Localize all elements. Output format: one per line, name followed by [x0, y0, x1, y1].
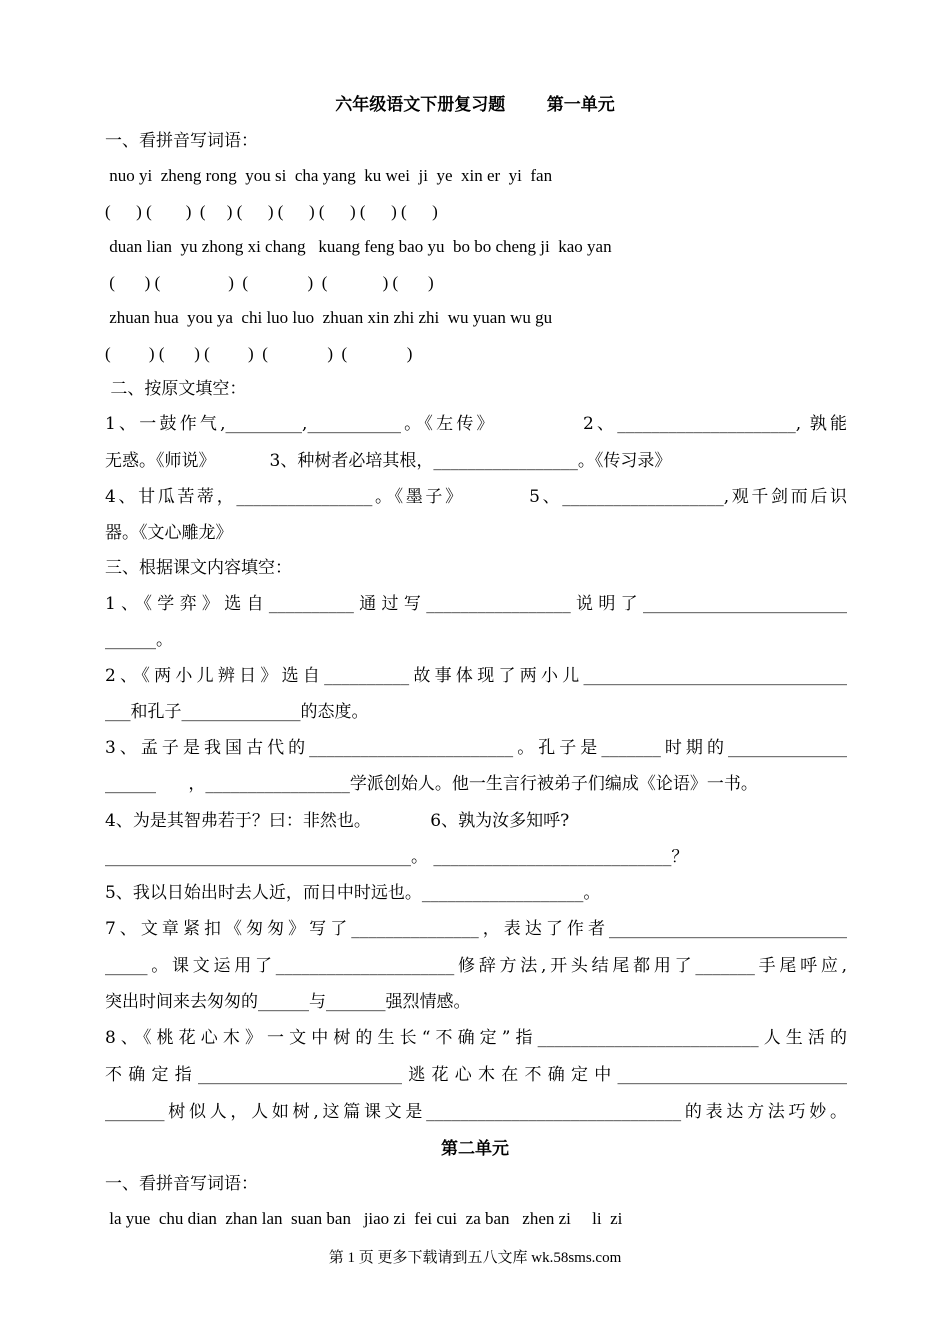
fill-line: ____________________________________。 ____________________________？: [105, 847, 689, 867]
fill-line: _______树似人，人如树,这篇课文是______________________________的表达方法巧妙。: [105, 1102, 847, 1122]
pinyin-line-1: nuo yi zheng rong you si cha yang ku wei ji ye xin er yi fan: [105, 166, 553, 185]
fill-line: _____。课文运用了_____________________修辞方法,开头结尾都用了_______手尾呼应,: [105, 956, 847, 976]
pinyin-line-2: duan lian yu zhong xi chang kuang feng bao yu bo bo cheng ji kao yan: [105, 237, 612, 256]
fill-line: 7、文章紧扣《匆匆》写了_______________，表达了作者____________________________: [105, 919, 847, 939]
bracket-line-2: ( ) ( ) ( ) ( ) ( ): [105, 273, 434, 292]
fill-line: 4、为是其智弗若于？曰：非然也。 6、孰为汝多知呼?: [105, 811, 570, 831]
fill-line: 突出时间来去匆匆的______与_______强烈情感。: [105, 992, 471, 1012]
section-1-heading: 一、看拼音写词语：: [105, 131, 258, 151]
section-2-heading: 二、按原文填空：: [105, 379, 247, 399]
unit-2-heading: 第二单元: [441, 1139, 509, 1159]
fill-line: ___和孔子______________的态度。: [105, 702, 369, 722]
fill-line: 5、我以日始出时去人近，而日中时远也。___________________。: [105, 883, 601, 903]
fill-line: 4、甘瓜苦蒂，________________。《墨子》 5、___________________,观千剑而后识: [105, 487, 847, 507]
unit-2-pinyin-line-1: la yue chu dian zhan lan suan ban jiao zi fei cui za ban zhen zi li zi: [105, 1209, 623, 1228]
fill-line: 3、孟子是我国古代的________________________。孔子是_______时期的______________: [105, 738, 847, 758]
fill-line: 无惑。《师说》 3、种树者必培其根，_________________。《传习录》: [105, 451, 672, 471]
fill-line: ______。: [105, 630, 173, 650]
fill-line: 8、《桃花心木》一文中树的生长“不确定”指__________________________人生活的: [105, 1028, 847, 1048]
fill-line: 1、一鼓作气,_________,___________。《左传》 2、_____________________, 孰能: [105, 414, 847, 434]
fill-line: 1、《学弈》选自__________通过写_________________说明了________________________: [105, 594, 847, 614]
page-title: 六年级语文下册复习题 第一单元: [335, 95, 615, 115]
bracket-line-1: ( ) ( ) ( ) ( ) ( ) ( ) ( ) ( ): [105, 202, 438, 221]
fill-line: 器。《文心雕龙》: [105, 523, 233, 543]
unit-2-section-1-heading: 一、看拼音写词语：: [105, 1174, 258, 1194]
fill-line: 不确定指________________________逃花心木在不确定中___________________________: [105, 1065, 847, 1085]
bracket-line-3: ( ) ( ) ( ) ( ) ( ): [105, 344, 413, 363]
fill-line: 2、《两小儿辨日》选自__________故事体现了两小儿_______________________________: [105, 666, 847, 686]
section-3-heading: 三、根据课文内容填空：: [105, 558, 292, 578]
fill-line: ______ ，_________________学派创始人。他一生言行被弟子们编成《论语》一书。: [105, 774, 758, 794]
page-footer: 第 1 页 更多下载请到五八文库 wk.58sms.com: [328, 1250, 622, 1266]
pinyin-line-3: zhuan hua you ya chi luo luo zhuan xin zhi zhi wu yuan wu gu: [105, 308, 553, 327]
